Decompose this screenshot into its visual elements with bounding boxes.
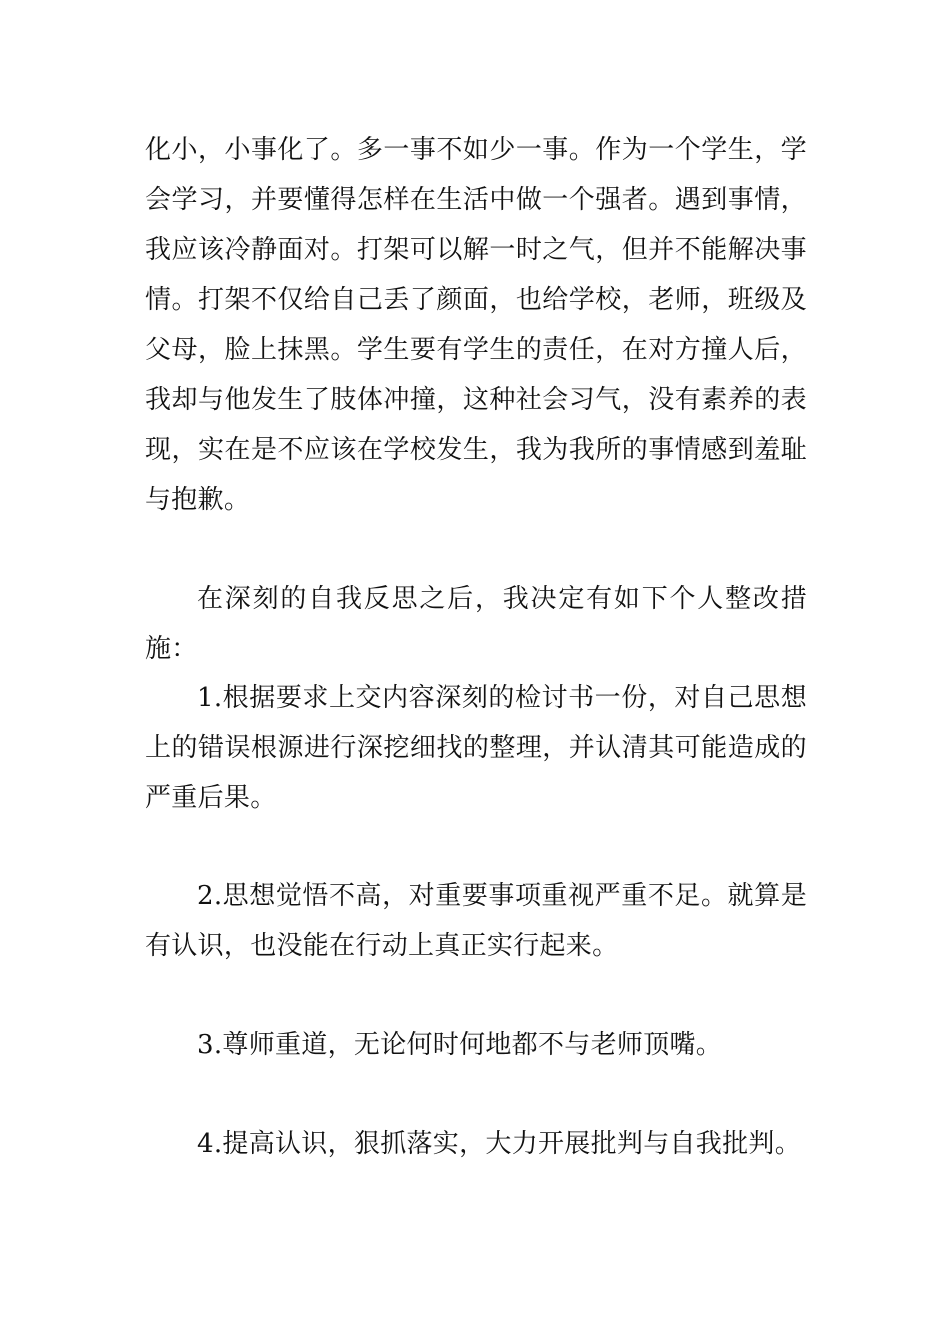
- paragraph-continuation: 化小，小事化了。多一事不如少一事。作为一个学生，学会学习，并要懂得怎样在生活中做一个强者。遇到事情，我应该冷静面对。打架可以解一时之气，但并不能解决事情。打架不仅给自己丢了颜面，也给学校，老师，班级及父母，脸上抹黑。学生要有学生的责任，在对方撞人后，我却与他发生了肢体冲撞，这种社会习气，没有素养的表现，实在是不应该在学校发生，我为我所的事情感到羞耻与抱歉。: [145, 135, 807, 515]
- measure-item-2: 2.思想觉悟不高，对重要事项重视严重不足。就算是有认识，也没能在行动上真正实行起来。: [145, 881, 807, 961]
- measure-item-4: 4.提高认识，狠抓落实，大力开展批判与自我批判。: [197, 1129, 802, 1159]
- measure-item-3: 3.尊师重道，无论何时何地都不与老师顶嘴。: [197, 1030, 723, 1060]
- measure-item-1: 1.根据要求上交内容深刻的检讨书一份，对自己思想上的错误根源进行深挖细找的整理，并认清其可能造成的严重后果。: [145, 683, 807, 813]
- paragraph-intro-measures: 在深刻的自我反思之后，我决定有如下个人整改措施：: [145, 584, 807, 664]
